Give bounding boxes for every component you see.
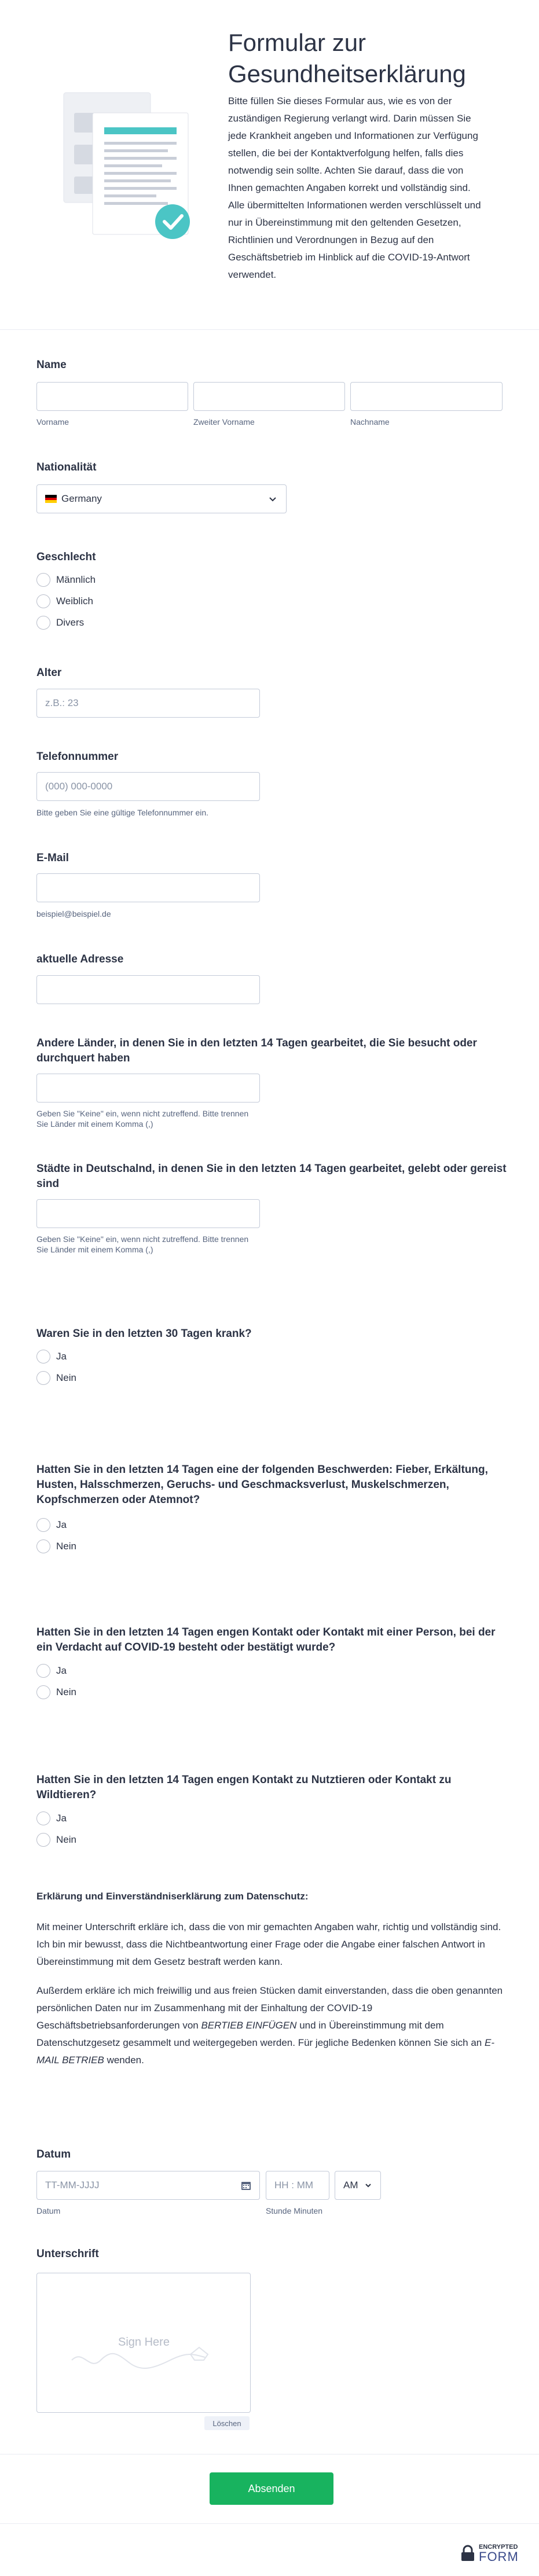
radio-button[interactable] (36, 1833, 50, 1847)
nationality-select[interactable] (36, 484, 287, 513)
submit-button[interactable]: Absenden (210, 2472, 333, 2505)
age-input[interactable] (36, 689, 260, 718)
chevron-down-icon (267, 494, 278, 504)
radio-label: Weiblich (56, 596, 93, 607)
signature-placeholder: Sign Here (118, 2336, 170, 2349)
radio-button[interactable] (36, 1539, 50, 1553)
consent-title: Erklärung und Einverständniserklärung zum Datenschutz: (36, 1891, 309, 1902)
contact-question-section (36, 1625, 511, 1706)
date-section (36, 2147, 511, 2222)
lock-icon (460, 2545, 475, 2562)
radio-label: Ja (56, 1351, 67, 1362)
radio-label: Divers (56, 617, 85, 628)
countries-input[interactable] (36, 1074, 260, 1103)
date-input[interactable] (36, 2171, 260, 2200)
radio-label: Ja (56, 1665, 67, 1676)
phone-section (36, 749, 511, 819)
nationality-selected-value: Germany (61, 493, 102, 504)
radio-label: Nein (56, 1541, 76, 1552)
last-name-input[interactable] (350, 382, 503, 411)
sick-option-yes[interactable] (36, 1349, 67, 1364)
age-label: Alter (36, 667, 62, 679)
consent-section (36, 1891, 511, 2111)
divider (0, 2523, 539, 2524)
radio-label: Nein (56, 1686, 76, 1697)
first-name-sublabel: Vorname (36, 417, 69, 427)
address-section (36, 952, 511, 1010)
email-label: E-Mail (36, 852, 69, 864)
cities-section (36, 1162, 511, 1254)
cities-help-text: Geben Sie "Keine" ein, wenn nicht zutreffend. Bitte trennen Sie Länder mit einem Komma (,) (36, 1234, 249, 1254)
germany-flag-icon (45, 495, 57, 503)
radio-label: Nein (56, 1834, 76, 1845)
symptoms-option-yes[interactable] (36, 1517, 67, 1533)
radio-label: Nein (56, 1372, 76, 1383)
date-placeholder: TT-MM-JJJJ (45, 2180, 100, 2191)
contact-question-label: Hatten Sie in den letzten 14 Tagen engen Kontakt oder Kontakt mit einer Person, bei der ein Verdacht auf COVID-19 besteht oder bestätigt wurde? (36, 1626, 496, 1653)
sick-question-section (36, 1326, 511, 1390)
email-section (36, 851, 511, 920)
phone-input[interactable] (36, 772, 260, 801)
chevron-down-icon (364, 2181, 372, 2189)
time-sublabel: Stunde Minuten (266, 2206, 323, 2215)
gender-option-male[interactable] (36, 572, 96, 587)
name-section (36, 358, 511, 427)
signature-pad[interactable] (36, 2273, 251, 2413)
radio-button[interactable] (36, 594, 50, 608)
signature-scribble-icon (66, 2337, 222, 2377)
page-description: Bitte füllen Sie dieses Formular aus, wie es von der zuständigen Regierung verlangt wird. Darin müssen Sie jede Krankheit angeben und Informationen zur Verfügung stellen, die bei der Kontaktverfolgung helfen, falls dies notwendig sein sollte. Achten Sie darauf, dass die von Ihnen gemachten Angaben korrekt und vollständig sind. Alle übermittelten Informationen werden verschlüsselt und nur in Übereinstimmung mit den geltenden Gesetzen, Richtlinien und Verordnungen in Bezug auf den Geschäftsbetrieb im Hinblick auf die COVID-19-Antwort verwendet. (228, 95, 481, 280)
countries-label: Andere Länder, in denen Sie in den letzten 14 Tagen gearbeitet, die Sie besucht oder durchquert haben (36, 1037, 477, 1064)
gender-option-female[interactable] (36, 594, 93, 609)
clear-signature-button[interactable]: Löschen (204, 2416, 250, 2430)
time-input[interactable]: HH : MM (266, 2171, 329, 2200)
countries-section (36, 1036, 511, 1129)
date-label: Datum (36, 2148, 71, 2160)
page-title: Formular zur Gesundheitserklärung (228, 29, 466, 87)
phone-label: Telefonnummer (36, 751, 119, 763)
badge-big-text: FORM (479, 2549, 519, 2564)
signature-label: Unterschrift (36, 2248, 99, 2260)
radio-button[interactable] (36, 616, 50, 630)
animals-option-no[interactable] (36, 1832, 76, 1847)
first-name-input[interactable] (36, 382, 188, 411)
radio-label: Ja (56, 1519, 67, 1530)
symptoms-option-no[interactable] (36, 1539, 76, 1554)
email-input[interactable] (36, 873, 260, 902)
consent-paragraph-2: Außerdem erkläre ich mich freiwillig und aus freien Stücken damit einverstanden, dass die oben genannten persönlichen Daten nur im Zusammenhang mit der Einhaltung der COVID-19 Geschäftsbetriebsanforderungen von BERTIEB EINFÜGEN und in Übereinstimmung mit dem Datenschutzgesetz gesammelt und weitergegeben werden. Für jegliche Bedenken können Sie sich an E-MAIL BETRIEB wenden. (36, 1985, 503, 2066)
middle-name-sublabel: Zweiter Vorname (193, 417, 255, 427)
middle-name-input[interactable] (193, 382, 345, 411)
document-check-icon (58, 81, 197, 249)
badge-small-text: ENCRYPTED (479, 2544, 518, 2551)
nationality-section (36, 460, 511, 518)
countries-help-text: Geben Sie "Keine" ein, wenn nicht zutreffend. Bitte trennen Sie Länder mit einem Komma (,) (36, 1109, 249, 1129)
sick-question-label: Waren Sie in den letzten 30 Tagen krank? (36, 1328, 252, 1340)
gender-label: Geschlecht (36, 551, 96, 563)
form-header (0, 0, 539, 330)
consent-paragraph-1: Mit meiner Unterschrift erkläre ich, dass die von mir gemachten Angaben wahr, richtig und vollständig sind. Ich bin mir bewusst, dass die Nichtbeantwortung einer Frage oder die Angabe einer falschen Antwort in Übereinstimmung mit dem Gesetz bestraft werden kann. (36, 1921, 501, 1967)
encrypted-form-badge (460, 2537, 530, 2570)
radio-button[interactable] (36, 573, 50, 587)
symptoms-question-label: Hatten Sie in den letzten 14 Tagen eine der folgenden Beschwerden: Fieber, Erkältung, Husten, Halsschmerzen, Geruchs- und Geschmacksverlust, Muskelschmerzen, Kopfschmerzen oder Atemnot? (36, 1464, 488, 1506)
calendar-icon[interactable] (241, 2180, 251, 2191)
email-help-text: beispiel@beispiel.de (36, 909, 111, 918)
ampm-select[interactable] (335, 2171, 381, 2200)
radio-button[interactable] (36, 1664, 50, 1678)
radio-button[interactable] (36, 1685, 50, 1699)
phone-help-text: Bitte geben Sie eine gültige Telefonnummer ein. (36, 808, 209, 817)
last-name-sublabel: Nachname (350, 417, 390, 427)
age-section (36, 666, 511, 723)
address-input[interactable] (36, 975, 260, 1004)
radio-button[interactable] (36, 1350, 50, 1364)
name-label: Name (36, 359, 67, 371)
address-label: aktuelle Adresse (36, 953, 124, 965)
sick-option-no[interactable] (36, 1370, 76, 1386)
signature-section (36, 2247, 511, 2438)
animals-question-section (36, 1773, 511, 1854)
radio-button[interactable] (36, 1811, 50, 1825)
date-sublabel: Datum (36, 2206, 61, 2215)
cities-label: Städte in Deutschalnd, in denen Sie in den letzten 14 Tagen gearbeitet, gelebt oder gereist sind (36, 1163, 507, 1190)
nationality-label: Nationalität (36, 461, 97, 473)
symptoms-question-section (36, 1462, 511, 1561)
animals-option-yes[interactable] (36, 1811, 67, 1826)
radio-label: Männlich (56, 574, 96, 585)
ampm-value: AM (343, 2180, 358, 2191)
contact-option-no[interactable] (36, 1685, 76, 1700)
radio-button[interactable] (36, 1371, 50, 1385)
gender-option-diverse[interactable] (36, 615, 84, 630)
radio-label: Ja (56, 1813, 67, 1824)
radio-button[interactable] (36, 1518, 50, 1532)
animals-question-label: Hatten Sie in den letzten 14 Tagen engen Kontakt zu Nutztieren oder Kontakt zu Wildtieren? (36, 1774, 452, 1801)
contact-option-yes[interactable] (36, 1663, 67, 1678)
cities-input[interactable] (36, 1199, 260, 1228)
gender-section (36, 550, 511, 631)
